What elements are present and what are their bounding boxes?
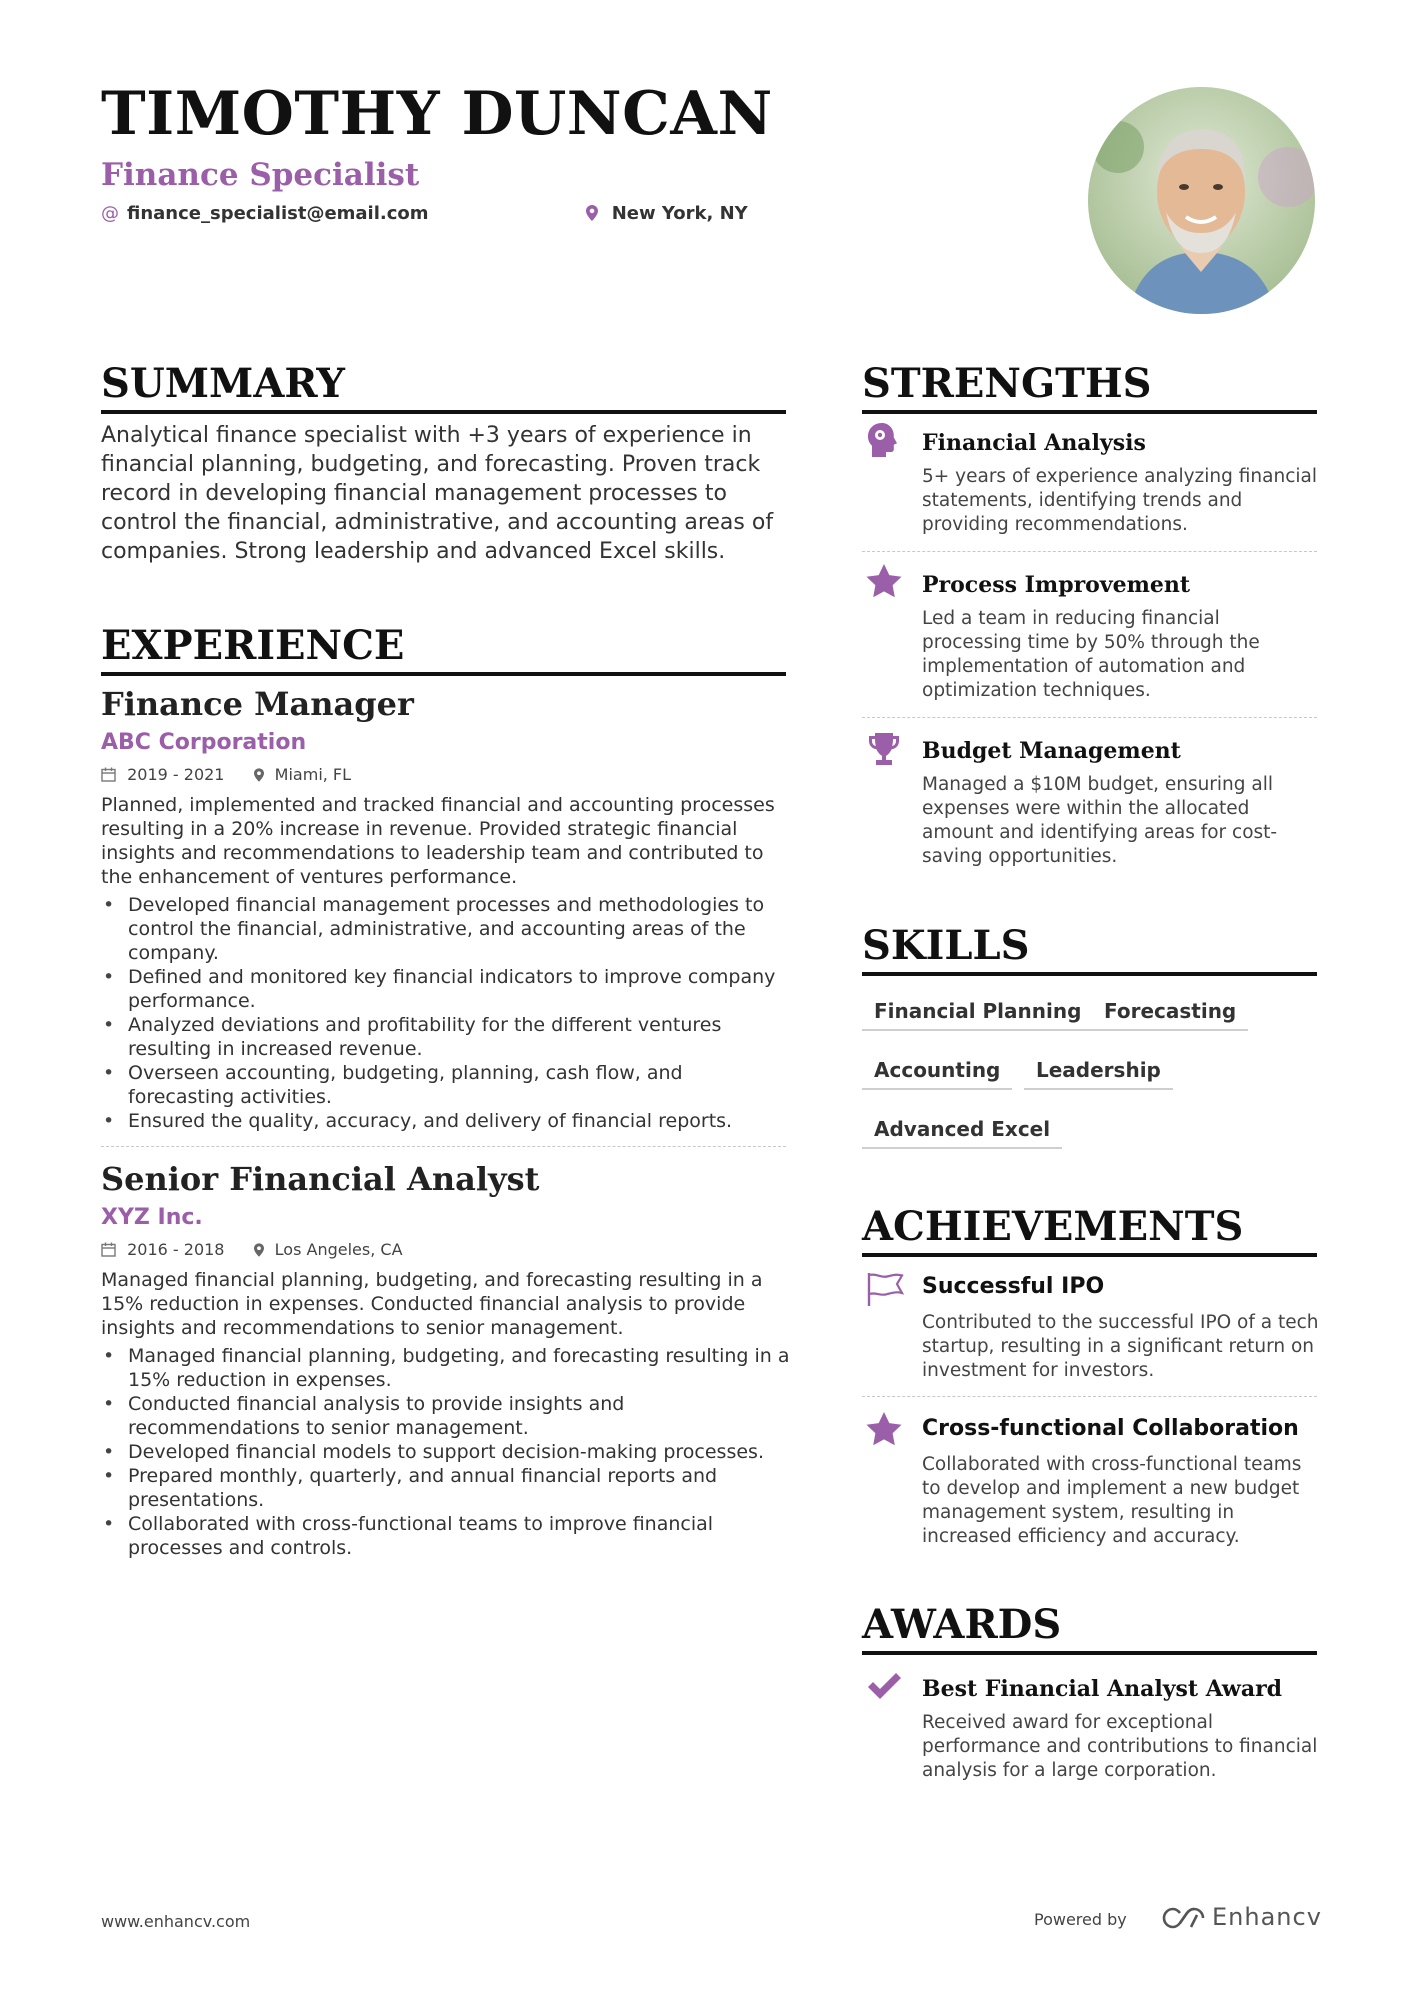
list-item: • Conducted financial analysis to provide insights and recommendations to senior management. (101, 1392, 791, 1440)
strength-title: Financial Analysis (922, 430, 1146, 456)
brain-head-icon (866, 422, 902, 458)
star-icon (866, 1412, 902, 1448)
job-bullets (101, 1344, 791, 1560)
trophy-icon (866, 731, 902, 767)
email-text: finance_specialist@email.com (127, 203, 429, 224)
experience-heading: EXPERIENCE (101, 626, 786, 676)
list-item: • Defined and monitored key financial indicators to improve company performance. (101, 965, 791, 1013)
divider (862, 551, 1317, 552)
strength-description: Managed a $10M budget, ensuring all expenses were within the allocated amount and identifying areas for cost-saving opportunities. (922, 774, 1278, 867)
job-meta (101, 767, 351, 783)
awards-heading: AWARDS (862, 1605, 1317, 1655)
job-company: ABC Corporation (101, 730, 307, 755)
job-company: XYZ Inc. (101, 1205, 203, 1230)
divider (101, 1146, 786, 1147)
list-item: • Collaborated with cross-functional teams to improve financial processes and controls. (101, 1512, 791, 1560)
job-title: Senior Financial Analyst (101, 1160, 540, 1198)
location-text: New York, NY (611, 203, 748, 224)
location-pin-icon (248, 1240, 268, 1259)
calendar-icon (101, 1240, 121, 1259)
job-location: Los Angeles, CA (274, 1240, 403, 1259)
list-item: • Overseen accounting, budgeting, planning, cash flow, and forecasting activities. (101, 1061, 791, 1109)
list-item: • Prepared monthly, quarterly, and annual financial reports and presentations. (101, 1464, 791, 1512)
job-meta (101, 1242, 403, 1258)
skill-tag: Leadership (1024, 1060, 1173, 1090)
candidate-name: TIMOTHY DUNCAN (101, 79, 773, 149)
strength-title: Budget Management (922, 738, 1181, 764)
summary-heading: SUMMARY (101, 364, 786, 414)
divider (862, 717, 1317, 718)
list-item: • Developed financial management processes and methodologies to control the financial, administrative, and accounting areas of the company. (101, 893, 791, 965)
flag-icon (866, 1271, 902, 1307)
contact-email[interactable] (101, 203, 429, 224)
footer-brand: Enhancv (1212, 1903, 1322, 1931)
list-item: • Managed financial planning, budgeting, and forecasting resulting in a 15% reduction in expenses. (101, 1344, 791, 1392)
strengths-heading: STRENGTHS (862, 364, 1317, 414)
achievement-title: Cross-functional Collaboration (922, 1416, 1299, 1441)
achievement-title: Successful IPO (922, 1274, 1105, 1299)
achievement-description: Collaborated with cross-functional teams to develop and implement a new budget management system, resulting in increased efficiency and accuracy. (922, 1454, 1302, 1547)
checkmark-icon (866, 1672, 902, 1708)
award-title: Best Financial Analyst Award (922, 1676, 1283, 1702)
footer-url-link[interactable]: www.enhancv.com (101, 1912, 251, 1931)
skill-tag: Advanced Excel (862, 1119, 1062, 1149)
strength-description: Led a team in reducing financial processing time by 50% through the implementation of automation and optimization techniques. (922, 608, 1260, 701)
location-pin-icon (248, 765, 268, 784)
strength-title: Process Improvement (922, 572, 1191, 598)
job-title: Finance Manager (101, 685, 414, 723)
job-dates: 2016 - 2018 (127, 1240, 225, 1259)
skill-tag: Accounting (862, 1060, 1012, 1090)
skills-heading: SKILLS (862, 926, 1317, 976)
list-item: • Developed financial models to support decision-making processes. (101, 1440, 791, 1464)
divider (862, 1396, 1317, 1397)
at-icon: @ (101, 203, 119, 224)
list-item: • Ensured the quality, accuracy, and delivery of financial reports. (101, 1109, 791, 1133)
contact-location (586, 203, 748, 224)
footer-powered-by: Powered by (1034, 1910, 1127, 1929)
star-icon (866, 564, 902, 600)
job-location: Miami, FL (274, 765, 352, 784)
skill-tag: Forecasting (1092, 1001, 1248, 1031)
calendar-icon (101, 765, 121, 784)
job-dates: 2019 - 2021 (127, 765, 225, 784)
location-pin-icon (586, 203, 604, 224)
skill-tag: Financial Planning (862, 1001, 1093, 1031)
candidate-role: Finance Specialist (101, 157, 420, 193)
achievements-heading: ACHIEVEMENTS (862, 1207, 1317, 1257)
strength-description: 5+ years of experience analyzing financial statements, identifying trends and providing recommendations. (922, 466, 1317, 535)
job-description: Planned, implemented and tracked financial and accounting processes resulting in a 20% increase in revenue. Provided strategic financial insights and recommendations to leadership team and contributed to the enhancement of ventures performance. (101, 794, 775, 888)
list-item: • Analyzed deviations and profitability for the different ventures resulting in increased revenue. (101, 1013, 791, 1061)
summary-text: Analytical finance specialist with +3 years of experience in financial planning, budgeting, and forecasting. Proven track record in developing financial management processes to control the financial, administrative, and accounting areas of companies. Strong leadership and advanced Excel skills. (101, 423, 774, 564)
job-bullets (101, 893, 791, 1133)
profile-photo (1088, 87, 1315, 314)
award-description: Received award for exceptional performance and contributions to financial analysis for a large corporation. (922, 1712, 1318, 1781)
achievement-description: Contributed to the successful IPO of a tech startup, resulting in a significant return on investment for investors. (922, 1312, 1319, 1381)
job-description: Managed financial planning, budgeting, and forecasting resulting in a 15% reduction in expenses. Conducted financial analysis to provide insights and recommendations to senior management. (101, 1269, 763, 1339)
